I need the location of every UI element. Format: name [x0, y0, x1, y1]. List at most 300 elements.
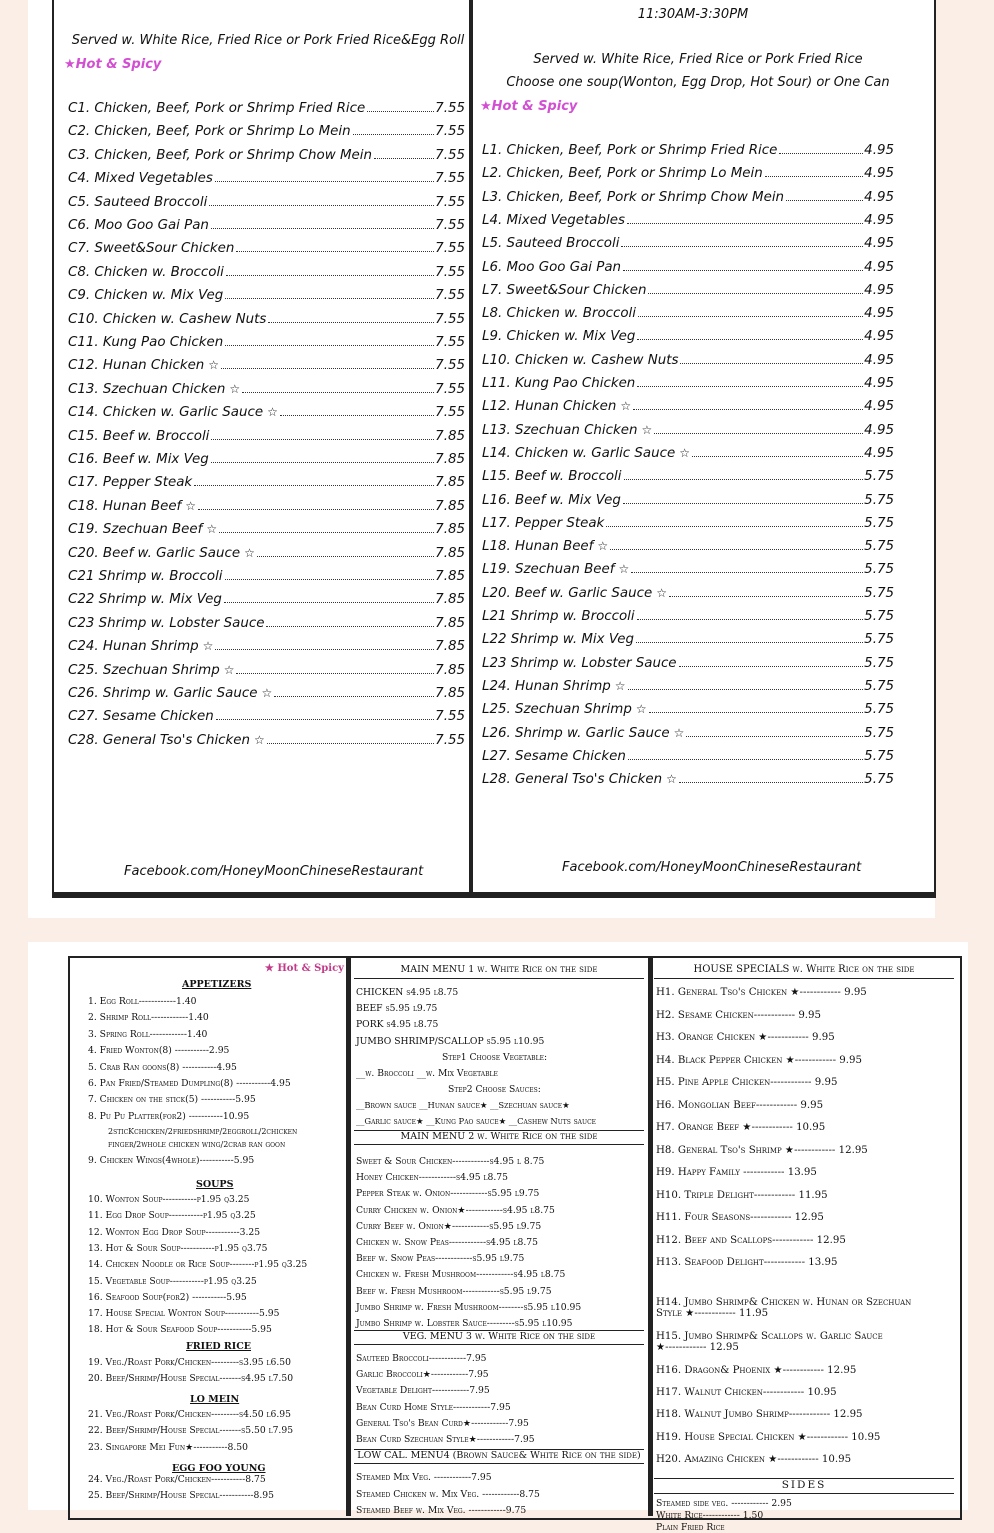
item-price: 7.55 — [435, 358, 465, 374]
main-menu-2-item: Jumbo Shrimp w. Lobster Sauce---------s5.95 l10.95 — [356, 1318, 573, 1329]
item-price: 4.95 — [864, 236, 894, 252]
egg-foo-young-item: 25. Beef/Shrimp/House Special-----------8.95 — [88, 1490, 274, 1502]
item-name: L17. Pepper Steak — [482, 515, 605, 531]
lunch-item — [482, 423, 894, 438]
item-price: 4.95 — [864, 166, 894, 182]
column-divider — [648, 956, 653, 1516]
platter-note: finger/2whole chicken wing/2crab ran goon — [108, 1140, 286, 1149]
main-menu-2-item: Beef w. Fresh Mushroom------------s5.95 l9.75 — [356, 1285, 552, 1297]
house-specials-heading: HOUSE SPECIALS w. White Rice on the side — [654, 964, 954, 979]
dot-leader — [631, 572, 863, 573]
star-icon: ☆ — [261, 686, 273, 700]
veg-menu-item: General Tso's Bean Curd★------------7.95 — [356, 1417, 529, 1429]
combo-item — [68, 241, 465, 256]
dot-leader — [621, 246, 863, 247]
dot-leader — [219, 532, 434, 533]
dot-leader — [765, 176, 863, 177]
item-name: C9. Chicken w. Mix Veg — [68, 288, 224, 304]
item-price: 7.55 — [435, 171, 465, 187]
house-special-item: H13. Seafood Delight------------ 13.95 — [656, 1257, 838, 1268]
egg-foo-young-heading: EGG FOO YOUNG — [172, 1463, 266, 1474]
fried-rice-item: 20. Beef/Shrimp/House Special-------s4.95 l7.50 — [88, 1373, 294, 1385]
lunch-item — [482, 469, 894, 484]
lunch-menu-sheet — [28, 0, 935, 918]
dot-leader — [225, 345, 434, 346]
veg-menu-item: Bean Curd Home Style------------7.95 — [356, 1401, 511, 1413]
item-name: C6. Moo Goo Gai Pan — [68, 218, 209, 233]
lunch-item — [482, 539, 894, 554]
item-name: L22 Shrimp w. Mix Veg — [482, 632, 634, 648]
item-name: L28. General Tso's Chicken — [482, 772, 663, 788]
item-price: 7.55 — [435, 381, 465, 397]
house-special-item: H2. Sesame Chicken------------ 9.95 — [656, 1009, 822, 1021]
veg-menu-heading: VEG. MENU 3 w. White Rice on the side — [354, 1330, 644, 1345]
dot-leader — [623, 503, 863, 504]
lo-mein-item: 23. Singapore Mei Fun★-----------8.50 — [88, 1441, 248, 1453]
item-name: C25. Szechuan Shrimp — [68, 662, 220, 678]
combo-item — [68, 709, 465, 724]
dot-leader — [236, 673, 434, 674]
soup-item: 18. Hot & Sour Seafood Soup-----------5.95 — [88, 1324, 272, 1336]
combo-item — [68, 452, 465, 467]
egg-foo-young-item: 24. Veg./Roast Pork/Chicken-----------8.75 — [88, 1474, 266, 1485]
appetizer-item: 7. Chicken on the stick(5) -----------5.95 — [88, 1094, 256, 1106]
lo-mein-item: 22. Beef/Shrimp/House Special-------s5.50 l7.95 — [88, 1425, 294, 1437]
item-name: L10. Chicken w. Cashew Nuts — [482, 352, 679, 368]
low-cal-item: Steamed Chicken w. Mix Veg. ------------8.75 — [356, 1488, 540, 1500]
main-menu-2-item: Chicken w. Snow Peas------------s4.95 l8.75 — [356, 1237, 538, 1248]
combo-item — [68, 663, 465, 678]
item-price: 7.85 — [435, 639, 465, 655]
item-name: C12. Hunan Chicken — [68, 358, 205, 374]
soup-item: 11. Egg Drop Soup-----------p1.95 q3.25 — [88, 1210, 256, 1222]
item-name: C1. Chicken, Beef, Pork or Shrimp Fried Rice — [68, 101, 366, 116]
item-name: C27. Sesame Chicken — [68, 709, 214, 725]
item-name: L7. Sweet&Sour Chicken — [482, 282, 647, 298]
item-price: 7.55 — [435, 264, 465, 280]
house-special-item: H17. Walnut Chicken------------ 10.95 — [656, 1387, 837, 1399]
item-name: C26. Shrimp w. Garlic Sauce — [68, 686, 258, 701]
item-price: 5.75 — [864, 772, 894, 788]
combo-item — [68, 405, 465, 420]
item-name: C13. Szechuan Chicken — [68, 381, 226, 397]
item-name: C18. Hunan Beef — [68, 498, 182, 514]
item-price: 7.55 — [435, 218, 465, 233]
main-menu-2-item: Sweet & Sour Chicken------------s4.95 l 8.75 — [356, 1156, 545, 1167]
star-icon: ☆ — [185, 498, 197, 513]
item-price: 5.75 — [864, 678, 894, 694]
combo-item — [68, 124, 465, 139]
combo-item — [68, 569, 465, 584]
dot-leader — [633, 409, 863, 410]
star-icon: ☆ — [229, 381, 241, 396]
item-price: 5.75 — [864, 748, 894, 764]
dot-leader — [637, 619, 864, 620]
item-name: L4. Mixed Vegetables — [482, 212, 625, 228]
star-icon: ☆ — [244, 545, 255, 560]
item-price: 7.85 — [435, 498, 465, 514]
house-special-item: H1. General Tso's Chicken ★------------ 9.95 — [656, 987, 867, 998]
dot-leader — [242, 392, 434, 393]
main-menu-1-heading: MAIN MENU 1 w. White Rice on the side — [354, 964, 644, 979]
side-item: White Rice------------ 1.50 — [656, 1510, 764, 1521]
veg-menu-item: Garlic Broccoli★------------7.95 — [356, 1369, 489, 1381]
dot-leader — [367, 111, 434, 112]
house-special-item: H12. Beef and Scallops------------ 12.95 — [656, 1234, 846, 1246]
lunch-item — [482, 353, 894, 368]
item-price: 4.95 — [864, 376, 894, 391]
dot-leader — [194, 485, 434, 486]
item-price: 4.95 — [864, 189, 894, 205]
dot-leader — [628, 689, 864, 690]
item-price: 5.75 — [864, 515, 894, 531]
item-price: 7.85 — [435, 545, 465, 561]
item-price: 7.55 — [435, 732, 465, 748]
item-price: 5.75 — [864, 562, 894, 578]
dot-leader — [268, 322, 434, 323]
dot-leader — [628, 759, 863, 760]
protein-item: JUMBO SHRIMP/SCALLOP s5.95 l10.95 — [356, 1035, 545, 1047]
item-price: 5.75 — [864, 655, 894, 671]
dot-leader — [610, 549, 863, 550]
item-name: C3. Chicken, Beef, Pork or Shrimp Chow Mein — [68, 147, 372, 163]
star-icon: ☆ — [641, 422, 653, 437]
item-name: L9. Chicken w. Mix Veg — [482, 329, 636, 345]
dot-leader — [224, 602, 434, 603]
star-icon: ☆ — [223, 662, 235, 677]
soup-item: 15. Vegetable Soup-----------p1.95 q3.25 — [88, 1275, 257, 1287]
step-1-options: __w. Broccoli __w. Mix Vegetable — [356, 1068, 498, 1079]
item-name: C14. Chicken w. Garlic Sauce — [68, 405, 264, 421]
house-special-item: H4. Black Pepper Chicken ★------------ 9.95 — [656, 1054, 862, 1066]
dot-leader — [209, 205, 434, 206]
facebook-link[interactable]: Facebook.com/HoneyMoonChineseRestaurant — [124, 864, 424, 879]
dot-leader — [680, 363, 863, 364]
dot-leader — [779, 153, 863, 154]
appetizer-item: 6. Pan Fried/Steamed Dumpling(8) -----------4.95 — [88, 1078, 291, 1089]
item-name: L15. Beef w. Broccoli — [482, 469, 622, 485]
item-price: 5.75 — [864, 492, 894, 508]
house-special-item: H7. Orange Beef ★------------ 10.95 — [656, 1122, 826, 1133]
appetizers-heading: APPETIZERS — [182, 979, 252, 990]
star-icon: ☆ — [618, 562, 630, 577]
combo-item — [68, 335, 465, 350]
soup-item: 14. Chicken Noodle or Rice Soup--------p1.95 q3.25 — [88, 1259, 308, 1271]
bottom-rule — [52, 892, 934, 897]
dot-leader — [692, 456, 863, 457]
star-icon: ☆ — [620, 399, 632, 414]
combo-item — [68, 592, 465, 607]
star-icon: ☆ — [597, 539, 609, 554]
step-1-label: Step1 Choose Vegetable: — [442, 1052, 548, 1063]
lunch-item — [482, 493, 894, 508]
lunch-hours: 11:30AM-3:30PM — [637, 7, 749, 22]
item-name: C8. Chicken w. Broccoli — [68, 264, 224, 280]
dot-leader — [225, 579, 435, 580]
protein-item: CHICKEN s4.95 l8.75 — [356, 987, 459, 998]
item-name: L13. Szechuan Chicken — [482, 422, 638, 438]
dot-leader — [624, 479, 864, 480]
item-name: L20. Beef w. Garlic Sauce — [482, 585, 653, 601]
house-special-item: Style ★------------ 11.95 — [656, 1308, 769, 1319]
house-special-item: H14. Jumbo Shrimp& Chicken w. Hunan or Szechuan — [656, 1297, 912, 1308]
item-price: 7.85 — [435, 428, 465, 444]
star-icon: ☆ — [614, 678, 626, 693]
combo-item — [68, 499, 465, 514]
hot-spicy-legend: ★Hot & Spicy — [64, 57, 162, 72]
item-price: 7.85 — [435, 452, 465, 467]
item-price: 4.95 — [864, 399, 894, 415]
lunch-item — [482, 726, 894, 741]
item-name: L26. Shrimp w. Garlic Sauce — [482, 725, 670, 741]
dot-leader — [654, 433, 863, 434]
dot-leader — [679, 666, 864, 667]
lunch-served-note: Served w. White Rice, Fried Rice or Pork Fried Rice — [533, 52, 863, 67]
lunch-item — [482, 679, 894, 694]
dot-leader — [627, 223, 863, 224]
dot-leader — [623, 270, 863, 271]
dot-leader — [211, 439, 434, 440]
item-price: 5.75 — [864, 539, 894, 555]
item-price: 7.55 — [435, 405, 465, 421]
lunch-item — [482, 446, 894, 461]
item-price: 7.55 — [435, 288, 465, 304]
item-name: C24. Hunan Shrimp — [68, 639, 199, 655]
combo-item — [68, 101, 465, 116]
house-special-item: H6. Mongolian Beef------------ 9.95 — [656, 1099, 824, 1111]
lunch-item — [482, 190, 894, 205]
item-price: 7.85 — [435, 475, 465, 491]
lunch-item — [482, 749, 894, 764]
dinner-menu-sheet — [28, 942, 968, 1533]
dot-leader — [221, 368, 434, 369]
item-price: 7.55 — [435, 311, 465, 327]
star-icon: ☆ — [206, 522, 218, 537]
lunch-choose-note: Choose one soup(Wonton, Egg Drop, Hot Sour) or One Can — [506, 75, 890, 90]
combo-item — [68, 171, 465, 186]
item-price: 7.55 — [435, 147, 465, 163]
item-name: C5. Sauteed Broccoli — [68, 194, 208, 210]
main-menu-column — [352, 960, 648, 1517]
item-name: C21 Shrimp w. Broccoli — [68, 569, 223, 584]
combo-item — [68, 429, 465, 444]
item-name: L25. Szechuan Shrimp — [482, 702, 632, 718]
facebook-link[interactable]: Facebook.com/HoneyMoonChineseRestaurant — [562, 860, 862, 875]
item-price: 7.85 — [435, 662, 465, 678]
combo-item — [68, 312, 465, 327]
star-icon: ☆ — [267, 405, 278, 420]
soup-item: 16. Seafood Soup(for2) -----------5.95 — [88, 1291, 247, 1303]
item-name: L24. Hunan Shrimp — [482, 678, 611, 694]
hot-spicy-legend: ★Hot & Spicy — [480, 99, 578, 114]
combo-item — [68, 218, 465, 233]
house-special-item: H16. Dragon& Phoenix ★------------ 12.95 — [656, 1365, 857, 1376]
lunch-item — [482, 656, 894, 671]
combo-served-note: Served w. White Rice, Fried Rice or Pork Fried Rice&Egg Roll — [71, 33, 465, 48]
hot-spicy-legend: ★ Hot & Spicy — [264, 963, 344, 974]
dot-leader — [686, 736, 863, 737]
star-icon: ☆ — [635, 702, 647, 717]
item-price: 7.55 — [435, 124, 465, 140]
appetizer-item: 4. Fried Wonton(8) -----------2.95 — [88, 1045, 230, 1057]
item-price: 5.75 — [864, 702, 894, 718]
lunch-item — [482, 213, 894, 228]
item-name: C22 Shrimp w. Mix Veg — [68, 592, 222, 608]
item-price: 7.85 — [435, 615, 465, 631]
item-price: 4.95 — [864, 329, 894, 345]
lo-mein-heading: LO MEIN — [190, 1394, 240, 1405]
item-name: L2. Chicken, Beef, Pork or Shrimp Lo Mein — [482, 166, 763, 182]
fried-rice-heading: FRIED RICE — [186, 1341, 252, 1352]
low-cal-item: Steamed Mix Veg. ------------7.95 — [356, 1472, 492, 1483]
combo-item — [68, 195, 465, 210]
lunch-item — [482, 399, 894, 414]
low-cal-menu-heading: LOW CAL. MENU4 (Brown Sauce& White Rice on the side) — [354, 1449, 644, 1464]
appetizer-item: 3. Spring Roll------------1.40 — [88, 1028, 208, 1040]
low-cal-item: Steamed Beef w. Mix Veg. ------------9.75 — [356, 1505, 527, 1517]
item-price: 7.85 — [435, 592, 465, 608]
lunch-item — [482, 772, 894, 787]
combo-item — [68, 148, 465, 163]
side-item: Steamed side veg. ------------ 2.95 — [656, 1498, 792, 1509]
combo-item — [68, 686, 465, 701]
dot-leader — [636, 642, 863, 643]
dot-leader — [257, 556, 434, 557]
item-name: L16. Beef w. Mix Veg — [482, 492, 621, 508]
item-name: C28. General Tso's Chicken — [68, 732, 251, 748]
column-divider — [346, 956, 351, 1516]
dot-leader — [226, 275, 434, 276]
item-name: C10. Chicken w. Cashew Nuts — [68, 311, 267, 327]
soup-item: 10. Wonton Soup-----------p1.95 q3.25 — [88, 1194, 250, 1205]
main-menu-2-item: Jumbo Shrimp w. Fresh Mushroom--------s5.95 l10.95 — [356, 1301, 582, 1313]
wings-item: 9. Chicken Wings(4whole)-----------5.95 — [88, 1155, 255, 1166]
step-2-label: Step2 Choose Sauces: — [448, 1084, 541, 1095]
star-icon: ☆ — [202, 639, 214, 654]
platter-note: 2sticKchicken/2friedshrimp/2eggroll/2chicken — [108, 1127, 298, 1136]
star-icon: ☆ — [656, 585, 667, 600]
star-icon: ☆ — [208, 358, 220, 373]
item-price: 5.75 — [864, 585, 894, 601]
lunch-item — [482, 632, 894, 647]
lo-mein-item: 21. Veg./Roast Pork/Chicken---------s4.50 l6.95 — [88, 1409, 291, 1420]
lunch-item — [482, 586, 894, 601]
item-name: L14. Chicken w. Garlic Sauce — [482, 445, 676, 461]
star-icon: ☆ — [254, 732, 265, 747]
lunch-item — [482, 283, 894, 298]
lunch-item — [482, 516, 894, 531]
house-special-item: H18. Walnut Jumbo Shrimp------------ 12.95 — [656, 1409, 863, 1421]
combo-item — [68, 733, 465, 748]
item-price: 5.75 — [864, 469, 894, 485]
combo-item — [68, 546, 465, 561]
house-special-item: H3. Orange Chicken ★------------ 9.95 — [656, 1032, 835, 1043]
house-special-item: ★------------ 12.95 — [656, 1342, 739, 1353]
combo-item — [68, 358, 465, 373]
dot-leader — [215, 181, 434, 182]
veg-menu-item: Sauteed Broccoli------------7.95 — [356, 1353, 487, 1364]
house-special-item: H9. Happy Family ------------ 13.95 — [656, 1167, 817, 1178]
main-menu-2-heading: MAIN MENU 2 w. White Rice on the side — [354, 1130, 644, 1145]
item-price: 7.85 — [435, 686, 465, 701]
item-price: 4.95 — [864, 259, 894, 275]
dot-leader — [679, 782, 863, 783]
house-special-item: H20. Amazing Chicken ★------------ 10.95 — [656, 1453, 852, 1465]
dot-leader — [637, 386, 863, 387]
soup-item: 12. Wonton Egg Drop Soup-----------3.25 — [88, 1226, 261, 1238]
sides-heading: SIDES — [654, 1478, 954, 1494]
item-name: L3. Chicken, Beef, Pork or Shrimp Chow Mein — [482, 189, 785, 205]
item-name: C2. Chicken, Beef, Pork or Shrimp Lo Mein — [68, 124, 351, 140]
dot-leader — [211, 462, 434, 463]
dot-leader — [669, 596, 863, 597]
item-name: L18. Hunan Beef — [482, 539, 594, 555]
step-2-options: __Brown sauce __Hunan sauce★ __Szechuan sauce★ — [356, 1100, 570, 1110]
item-price: 4.95 — [864, 445, 894, 461]
item-name: C20. Beef w. Garlic Sauce — [68, 545, 241, 561]
dot-leader — [198, 509, 434, 510]
main-menu-2-item: Chicken w. Fresh Mushroom------------s4.95 l8.75 — [356, 1269, 566, 1281]
appetizer-item: 5. Crab Ran goons(8) -----------4.95 — [88, 1061, 237, 1073]
item-name: L6. Moo Goo Gai Pan — [482, 259, 622, 275]
item-name: L23 Shrimp w. Lobster Sauce — [482, 655, 677, 671]
star-icon: ☆ — [673, 725, 685, 740]
combo-item — [68, 288, 465, 303]
dot-leader — [211, 228, 434, 229]
item-price: 4.95 — [864, 143, 894, 158]
lunch-item — [482, 702, 894, 717]
combo-item — [68, 265, 465, 280]
lunch-item — [482, 609, 894, 624]
house-special-item: H8. General Tso's Shrimp ★------------ 12.95 — [656, 1144, 868, 1156]
house-special-item: H15. Jumbo Shrimp& Scallops w. Garlic Sauce — [656, 1331, 883, 1342]
item-name: L5. Sauteed Broccoli — [482, 236, 620, 252]
item-name: C4. Mixed Vegetables — [68, 171, 213, 187]
combo-item — [68, 382, 465, 397]
soups-heading: SOUPS — [196, 1179, 234, 1190]
item-price: 7.85 — [435, 522, 465, 538]
lunch-item — [482, 236, 894, 251]
dot-leader — [648, 293, 863, 294]
dot-leader — [236, 251, 434, 252]
item-price: 7.85 — [435, 569, 465, 584]
dot-leader — [225, 298, 434, 299]
dot-leader — [353, 134, 435, 135]
item-price: 5.75 — [864, 632, 894, 648]
side-item: Plain Fried Rice — [656, 1522, 725, 1533]
item-name: C17. Pepper Steak — [68, 475, 193, 491]
step-2-options: __Garlic sauce★ __Kung Pao sauce★ __Cashew Nuts sauce — [356, 1116, 597, 1126]
item-price: 7.55 — [435, 335, 465, 350]
main-menu-2-item: Curry Beef w. Onion★------------s5.95 l9.75 — [356, 1220, 542, 1232]
item-price: 5.75 — [864, 609, 894, 624]
dot-leader — [216, 719, 434, 720]
item-name: L1. Chicken, Beef, Pork or Shrimp Fried Rice — [482, 143, 778, 158]
item-name: L12. Hunan Chicken — [482, 399, 617, 415]
protein-item: PORK s4.95 l8.75 — [356, 1019, 439, 1031]
dot-leader — [649, 712, 864, 713]
appetizers-column — [72, 960, 346, 1512]
soup-item: 17. House Special Wonton Soup-----------5.95 — [88, 1308, 280, 1320]
item-price: 7.55 — [435, 241, 465, 257]
combo-item — [68, 522, 465, 537]
star-icon: ☆ — [679, 445, 690, 460]
item-price: 4.95 — [864, 212, 894, 228]
appetizer-item: 1. Egg Roll------------1.40 — [88, 996, 197, 1007]
star-icon: ☆ — [666, 772, 677, 787]
house-special-item: H19. House Special Chicken ★------------ 10.95 — [656, 1431, 881, 1443]
dot-leader — [280, 415, 434, 416]
